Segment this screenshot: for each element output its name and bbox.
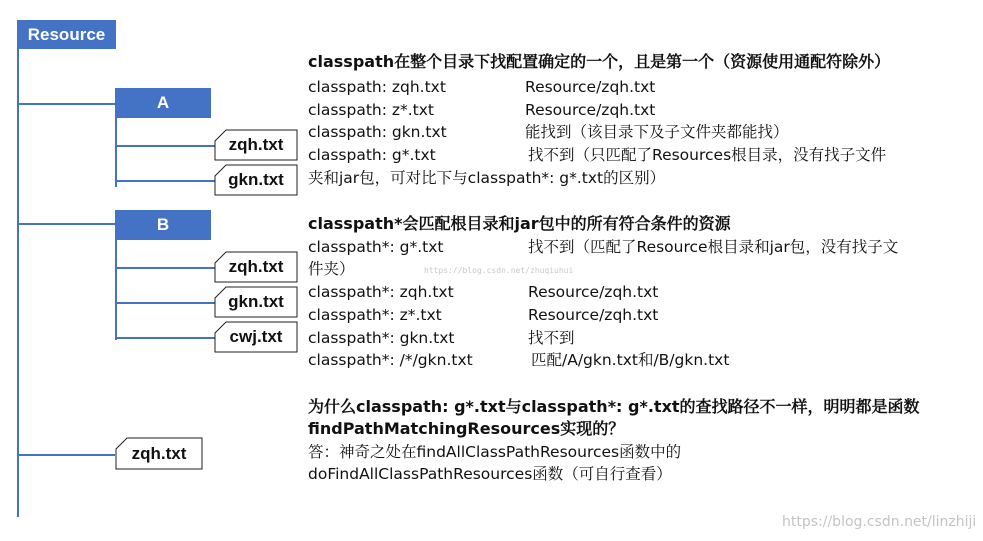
section2-row1-pattern: classpath*: g*.txt	[308, 238, 444, 256]
branch-line-b-gkn	[115, 302, 215, 304]
section1-row-result: 找不到（只匹配了Resources根目录，没有找子文件	[528, 146, 887, 164]
section1-row-pattern: classpath: g*.txt	[308, 146, 436, 164]
section3-question-line1: 为什么classpath: g*.txt与classpath*: g*.txt的查找路径不一样，明明都是函数	[308, 397, 920, 416]
section1-heading: classpath在整个目录下找配置确定的一个，且是第一个（资源使用通配符除外）	[308, 52, 891, 71]
section3-answer-line1: 答：神奇之处在findAllClassPathResources函数中的	[308, 443, 682, 461]
branch-line-b	[17, 223, 115, 225]
section1-row-pattern: classpath: zqh.txt	[308, 78, 446, 96]
section2-row-result: Resource/zqh.txt	[528, 306, 659, 324]
folder-a-label: A	[156, 93, 170, 112]
section2-row-result: 匹配/A/gkn.txt和/B/gkn.txt	[531, 351, 730, 369]
root-folder-resource	[17, 20, 116, 49]
file-label: zqh.txt	[228, 257, 284, 276]
section2-row-pattern: classpath*: z*.txt	[308, 306, 442, 324]
file-a-gkn	[214, 164, 298, 196]
file-b-cwj	[214, 321, 298, 353]
section3-question-line2: findPathMatchingResources实现的？	[308, 419, 625, 438]
section1-row-pattern: classpath: z*.txt	[308, 101, 435, 119]
section2-row-pattern: classpath*: zqh.txt	[308, 283, 454, 301]
section1-row-result: 能找到（该目录下及子文件夹都能找）	[525, 123, 789, 141]
file-root-zqh	[115, 437, 203, 470]
file-a-zqh	[214, 129, 298, 161]
section2-row1-result: 找不到（匹配了Resource根目录和jar包，没有找子文	[528, 238, 899, 256]
section2-continuation: 件夹）	[308, 260, 355, 278]
root-folder-label: Resource	[27, 24, 106, 44]
folder-b-label: B	[156, 215, 170, 234]
section1-row-result: Resource/zqh.txt	[525, 78, 656, 96]
tree-trunk-line	[17, 47, 19, 517]
file-label: gkn.txt	[228, 170, 284, 189]
corner-watermark: https://blog.csdn.net/linzhiji	[782, 514, 977, 530]
folder-b	[115, 210, 211, 240]
folder-a-line	[115, 117, 117, 187]
branch-line-root-file	[17, 454, 115, 456]
file-label: cwj.txt	[229, 327, 283, 346]
file-label: gkn.txt	[228, 292, 284, 311]
branch-line-a-zqh	[115, 145, 215, 147]
folder-b-line	[115, 238, 117, 340]
folder-a	[115, 88, 211, 118]
file-label: zqh.txt	[131, 443, 187, 463]
section2-row-result: Resource/zqh.txt	[528, 283, 659, 301]
section1-row-result: Resource/zqh.txt	[525, 101, 656, 119]
section1-row-pattern: classpath: gkn.txt	[308, 123, 447, 141]
file-b-zqh	[214, 251, 298, 283]
section2-row-pattern: classpath*: gkn.txt	[308, 329, 455, 347]
file-label: zqh.txt	[228, 135, 284, 154]
section2-heading: classpath*会匹配根目录和jar包中的所有符合条件的资源	[308, 214, 731, 233]
branch-line-a-gkn	[115, 180, 215, 182]
middle-watermark: https://blog.csdn.net/zhuqiuhui	[424, 266, 574, 275]
branch-line-b-cwj	[115, 337, 215, 339]
section2-row-result: 找不到	[528, 329, 575, 347]
section2-row-pattern: classpath*: /*/gkn.txt	[308, 351, 473, 369]
section3-answer-line2: doFindAllClassPathResources函数（可自行查看）	[308, 465, 672, 483]
branch-line-b-zqh	[115, 267, 215, 269]
branch-line-a	[17, 103, 115, 105]
file-b-gkn	[214, 286, 298, 318]
section1-continuation: 夹和jar包，可对比下与classpath*: g*.txt的区别）	[308, 169, 666, 187]
